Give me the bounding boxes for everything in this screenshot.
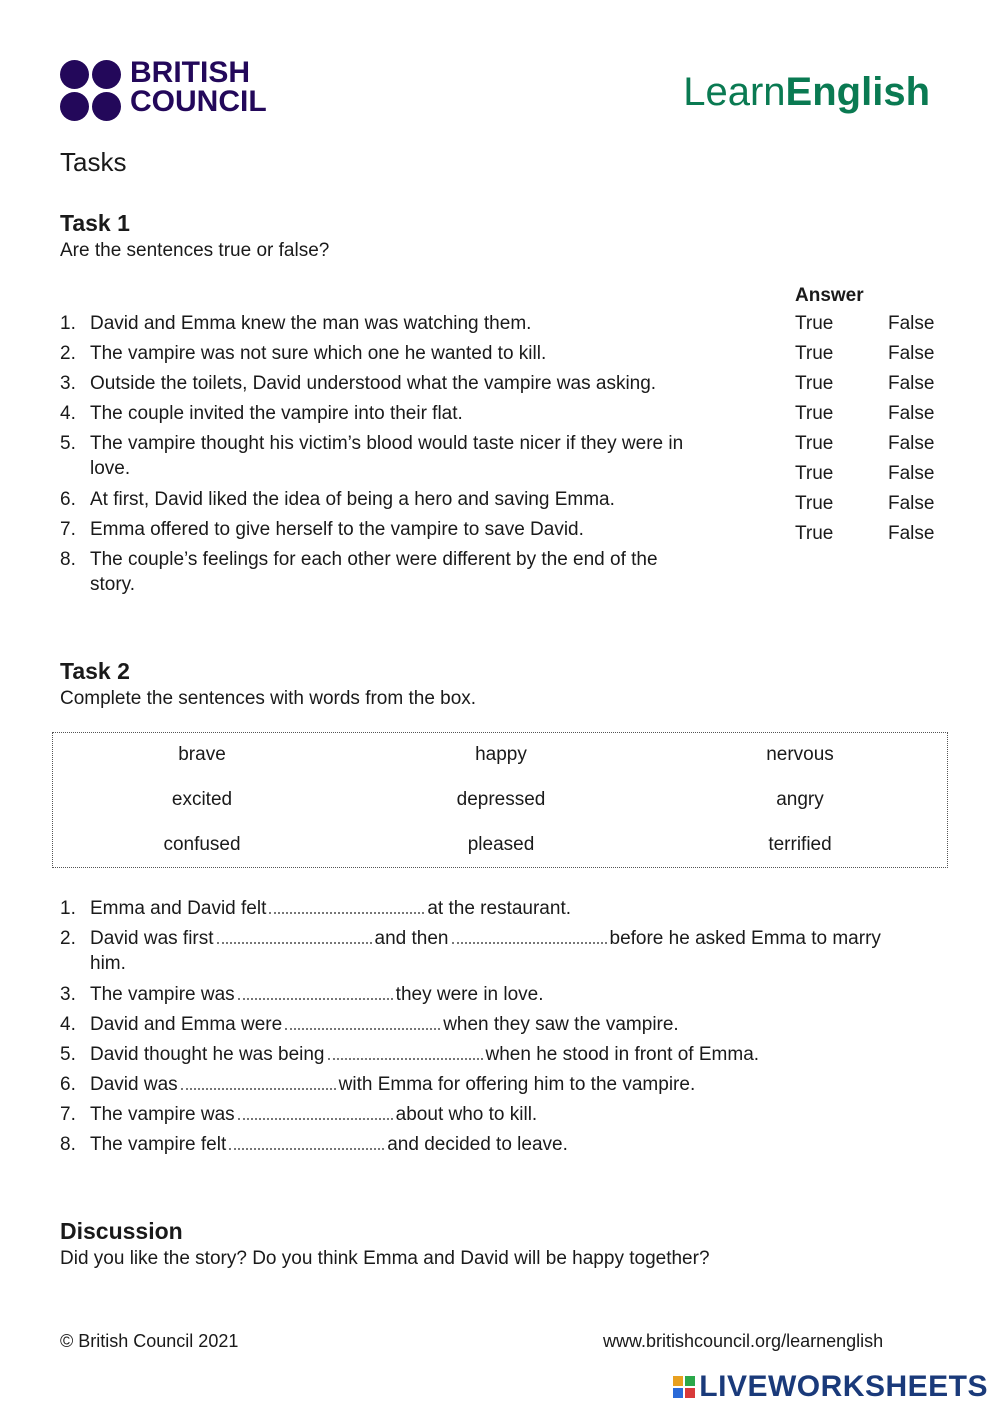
item-text-continued: love. <box>90 458 131 479</box>
answer-true-option[interactable]: True <box>795 403 834 424</box>
item-number: 4. <box>60 1014 76 1035</box>
blank-input[interactable] <box>238 1104 393 1120</box>
answer-false-option[interactable]: False <box>888 313 935 334</box>
sentence-start: David and Emma were <box>90 1014 283 1035</box>
item-number: 8. <box>60 549 76 570</box>
sentence-end: at the restaurant. <box>427 898 572 919</box>
sentence-end: when he stood in front of Emma. <box>485 1044 760 1065</box>
blank-input[interactable] <box>238 984 393 1000</box>
word-box <box>52 732 948 868</box>
word-item: excited <box>171 789 233 810</box>
liveworksheets-icon <box>673 1376 695 1398</box>
sentence-end: they were in love. <box>395 984 544 1005</box>
liveworksheets-text: LIVEWORKSHEETS <box>699 1370 988 1403</box>
learnenglish-light: Learn <box>683 70 786 114</box>
word-item: happy <box>475 744 527 765</box>
task2-heading: Task 2 <box>60 658 130 684</box>
sentence-start: The vampire was <box>90 984 235 1005</box>
word-item: angry <box>776 789 824 810</box>
answer-true-option[interactable]: True <box>795 433 834 454</box>
word-item: confused <box>163 834 241 855</box>
item-number: 2. <box>60 928 76 949</box>
item-number: 7. <box>60 519 76 540</box>
item-number: 2. <box>60 343 76 364</box>
sentence-start: David was first <box>90 928 214 949</box>
item-number: 8. <box>60 1134 76 1155</box>
answer-true-option[interactable]: True <box>795 343 834 364</box>
learnenglish-logo <box>683 70 930 115</box>
sentence-start: The vampire felt <box>90 1134 227 1155</box>
discussion-heading: Discussion <box>60 1218 183 1244</box>
footer-copyright: © British Council 2021 <box>60 1331 239 1351</box>
task1-heading: Task 1 <box>60 210 130 236</box>
item-number: 1. <box>60 313 76 334</box>
item-number: 4. <box>60 403 76 424</box>
item-number: 6. <box>60 489 76 510</box>
item-number: 3. <box>60 984 76 1005</box>
item-number: 5. <box>60 1044 76 1065</box>
item-text: Emma offered to give herself to the vampire to save David. <box>90 519 584 540</box>
answer-false-option[interactable]: False <box>888 493 935 514</box>
british-council-logo <box>60 56 280 122</box>
blank-input[interactable] <box>452 928 607 944</box>
item-text: David and Emma knew the man was watching them. <box>90 313 532 334</box>
discussion-text: Did you like the story? Do you think Emma and David will be happy together? <box>60 1248 710 1269</box>
item-number: 3. <box>60 373 76 394</box>
sentence-end: with Emma for offering him to the vampire. <box>338 1074 696 1095</box>
answer-false-option[interactable]: False <box>888 343 935 364</box>
answer-heading: Answer <box>795 285 864 306</box>
blank-input[interactable] <box>181 1074 336 1090</box>
task2-instruction: Complete the sentences with words from the box. <box>60 688 477 709</box>
item-text: The couple invited the vampire into their flat. <box>90 403 463 424</box>
british-council-dots-icon <box>60 60 122 122</box>
british-council-line1: BRITISH <box>130 56 250 89</box>
answer-true-option[interactable]: True <box>795 493 834 514</box>
sentence-start: David thought he was being <box>90 1044 325 1065</box>
sentence-start: David was <box>90 1074 178 1095</box>
sentence-end: about who to kill. <box>395 1104 538 1125</box>
answer-false-option[interactable]: False <box>888 523 935 544</box>
word-item: brave <box>178 744 226 765</box>
answer-true-option[interactable]: True <box>795 313 834 334</box>
learnenglish-bold: English <box>785 70 930 114</box>
answer-false-option[interactable]: False <box>888 463 935 484</box>
answer-false-option[interactable]: False <box>888 373 935 394</box>
sentence-end-2: before he asked Emma to marry <box>609 928 881 949</box>
word-item: nervous <box>766 744 834 765</box>
sentence-start: Emma and David felt <box>90 898 267 919</box>
task1-instruction: Are the sentences true or false? <box>60 240 330 261</box>
page-title: Tasks <box>60 147 127 177</box>
blank-input[interactable] <box>217 928 372 944</box>
blank-input[interactable] <box>229 1134 384 1150</box>
british-council-line2: COUNCIL <box>130 85 267 118</box>
word-item: pleased <box>467 834 535 855</box>
sentence-end: and then <box>374 928 449 949</box>
sentence-end: and decided to leave. <box>387 1134 568 1155</box>
item-text: The vampire thought his victim’s blood would taste nicer if they were in <box>90 433 684 454</box>
item-number: 7. <box>60 1104 76 1125</box>
answer-false-option[interactable]: False <box>888 403 935 424</box>
item-text: At first, David liked the idea of being a hero and saving Emma. <box>90 489 615 510</box>
item-number: 5. <box>60 433 76 454</box>
item-number: 1. <box>60 898 76 919</box>
word-item: terrified <box>768 834 832 855</box>
answer-true-option[interactable]: True <box>795 463 834 484</box>
word-item: depressed <box>456 789 546 810</box>
liveworksheets-logo <box>673 1370 988 1404</box>
sentence-continued: him. <box>90 953 126 974</box>
answer-true-option[interactable]: True <box>795 523 834 544</box>
sentence-start: The vampire was <box>90 1104 235 1125</box>
blank-input[interactable] <box>269 898 424 914</box>
item-text: The couple’s feelings for each other were different by the end of the <box>90 549 658 570</box>
item-number: 6. <box>60 1074 76 1095</box>
item-text-continued: story. <box>90 574 136 595</box>
item-text: Outside the toilets, David understood what the vampire was asking. <box>90 373 657 394</box>
answer-false-option[interactable]: False <box>888 433 935 454</box>
item-text: The vampire was not sure which one he wanted to kill. <box>90 343 547 364</box>
sentence-end: when they saw the vampire. <box>443 1014 679 1035</box>
answer-true-option[interactable]: True <box>795 373 834 394</box>
blank-input[interactable] <box>328 1044 483 1060</box>
blank-input[interactable] <box>285 1014 440 1030</box>
footer-url[interactable]: www.britishcouncil.org/learnenglish <box>603 1331 884 1351</box>
